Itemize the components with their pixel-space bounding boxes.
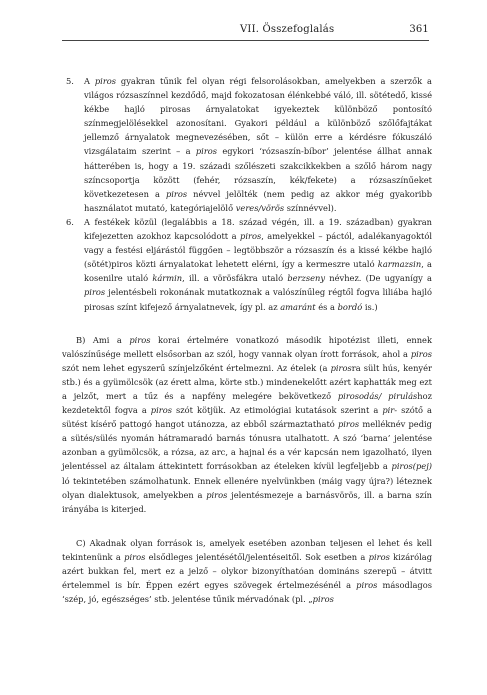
list-item-5 — [66, 74, 432, 215]
list-item-text: A festékek közül (legalábbis a 18. század végén, ill. a 19. században) gyakran kifejezetten azokhoz kapcsolódott a piros, amelyekkel – páctól, adalékanyagoktól vagy a festési eljárástól függően – legtöbbször a rózsaszín és a kissé kékbe hajló (sötét)piros közti árnyalatokat lehetett elérni, így a kermeszre utaló karmazsin, a kosenilre utaló kármin, ill. a vörösfákra utaló berzseny névhez. (De ugyanígy a piros jelentésbeli rokonának mutatkoznak a valószínűleg régtől fogva liliába hajló pirosas színt kifejező árnyalatnevek, így pl. az amaránt és a bordó is.) — [84, 216, 432, 312]
page-number: 361 — [409, 24, 429, 35]
list-item-number: 5. — [66, 76, 74, 86]
list-item-6 — [66, 215, 432, 314]
list-item-text: A piros gyakran tűnik fel olyan régi felsorolásokban, amelyekben a szerzők a világos rózsaszínnel kezdődő, majd fokozatosan élénkebbé váló, ill. sötétedő, kissé kékbe hajló pirosas árnyalatokat igyekeztek különböző pontosító színmegjelölésekkel azonosítani. Gyakori például a különböző szőlőfajtákat jellemző árnyalatok megnevezésében, sőt – külön erre a kérdésre fókuszáló vizsgálataim szerint – a piros egykori ‘rózsaszín-bíbor’ jelentése állhat annak hátterében is, hogy a 19. századi szőlészeti szakcikkekben a szőlő három nagy színcsoportja között (fehér, rózsaszín, kék/fekete) a rózsaszínűeket következetesen a piros névvel jelölték (nem pedig az akkor még gyakoribb használatot mutató, kategóriajelölő veres/vörös színnévvel). — [84, 76, 433, 213]
list-item-number: 6. — [66, 216, 74, 227]
chapter-title: VII. Összefoglalás — [240, 24, 335, 35]
paragraph-b: B) Ami a piros korai értelmére vonatkozó második hipotézist illeti, ennek valószínűsége mellett elsősorban az szól, hogy vannak olyan írott források, ahol a piros szót nem lehet egyszerű színjelzőként értelmezni. Az ételek (a pirosra sült hús, kenyér stb.) és a gyümölcsök (az érett alma, körte stb.) mindenekelőtt azért kaphatták meg ezt a jelzőt, mert a tűz és a napfény melegére bekövetkező pirosodás/ piruláshoz kezdetektől fogva a piros szót kötjük. Az etimológiai kutatások szerint a pir- szótő a sütést kísérő pattogó hangot utánozza, az ebből származtatható piros melléknév pedig a sütés/sülés nyomán hátramaradó barnás tónusra utalhatott. A szó ‘barna’ jelentése azonban a gyümölcsök, a rózsa, az arc, a hajnal és a vér kapcsán nem igazolható, ilyen jelentéssel az általam áttekintett forrásokban az ételeken kívül legfeljebb a piros(pej) ló tekintetében számolhatunk. Ennek ellenére nyelvünkben (máig vagy újra?) léteznek olyan dialektusok, amelyekben a piros jelentésmezeje a barnásvörös, ill. a barna szín irányába is kiterjed. — [62, 334, 433, 514]
body-text — [62, 74, 432, 606]
running-header — [62, 22, 429, 41]
paragraph-c: C) Akadnak olyan források is, amelyek esetében azonban teljesen el lehet és kell tekintenünk a piros elsődleges jelentésétől/jelentéseitől. Sok esetben a piros kizárólag azért bukkan fel, mert ez a jelző – olykor bizonyíthatóan domináns szerepű – átvitt értelemmel is bír. Éppen ezért egyes szövegek értelmezésénél a piros másodlagos ‘szép, jó, egészséges’ stb. jelentése tűnik mérvadónak (pl. „piros — [62, 537, 433, 605]
